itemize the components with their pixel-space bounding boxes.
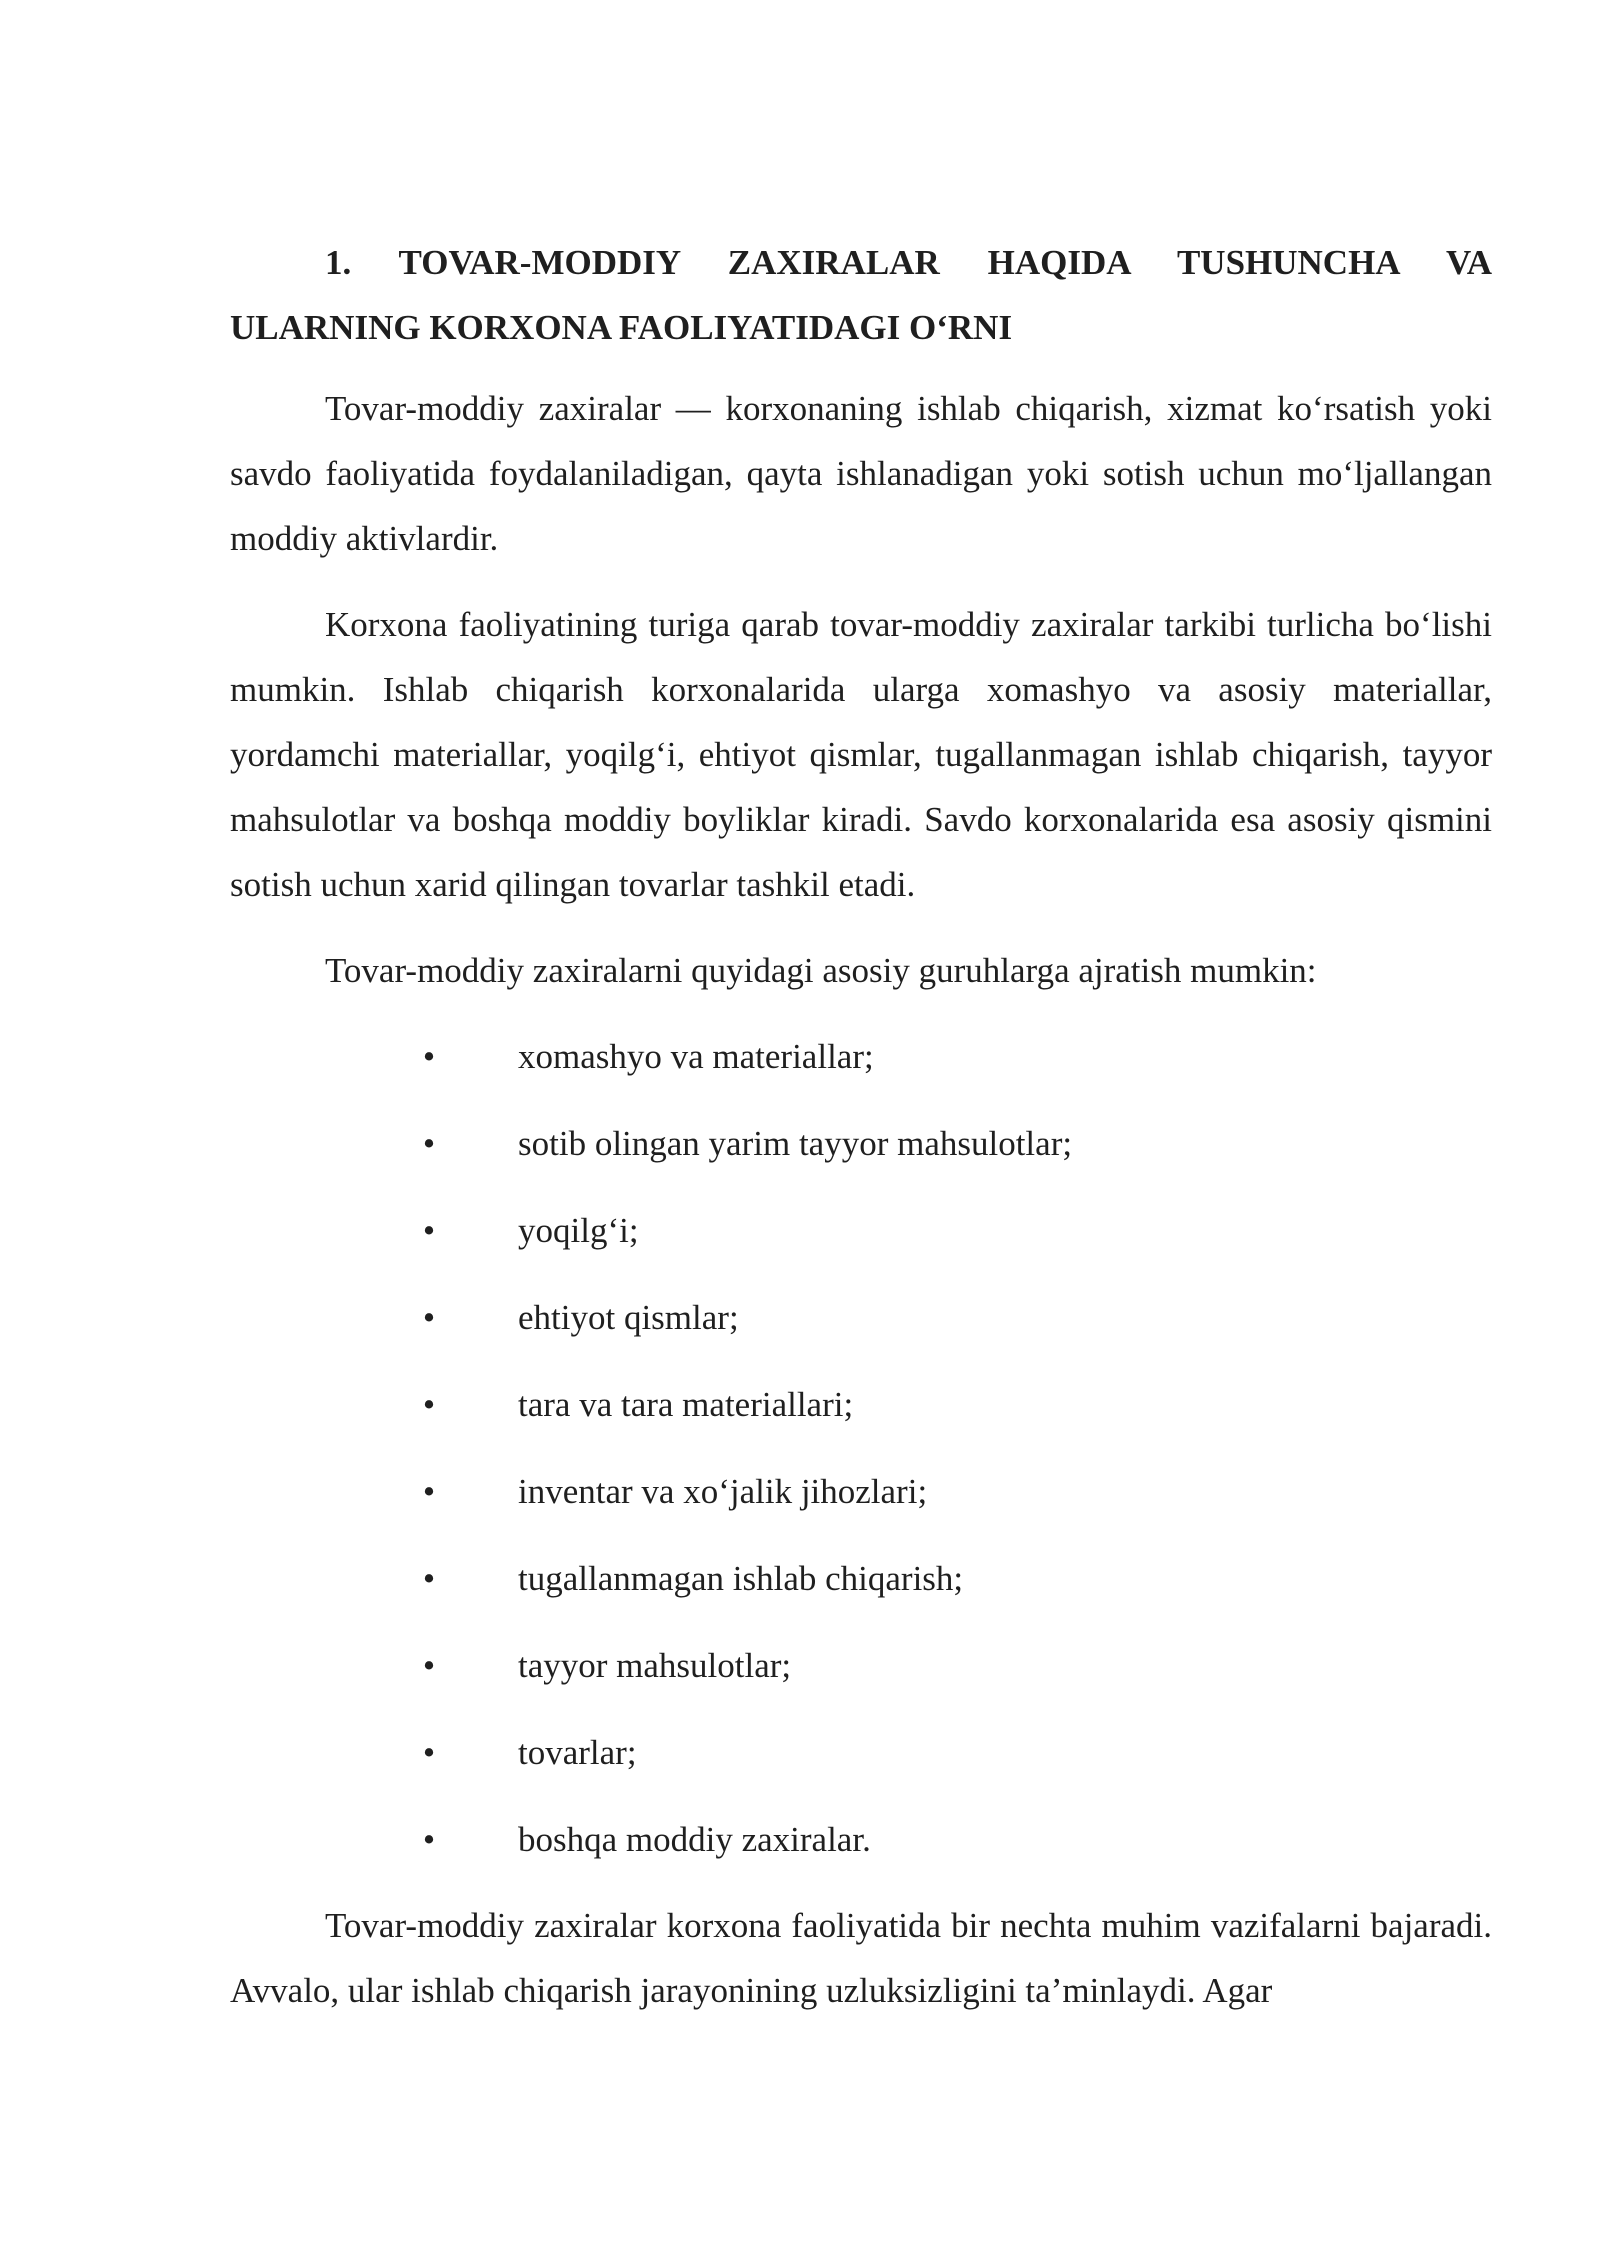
paragraph-list-intro: Tovar-moddiy zaxiralarni quyidagi asosiy guruhlarga ajratish mumkin: xyxy=(325,951,1317,990)
list-item-text: tara va tara materiallari; xyxy=(518,1385,854,1424)
list-item xyxy=(230,1546,1492,1611)
list-item xyxy=(230,1285,1492,1350)
bullet-icon: • xyxy=(422,1820,436,1859)
bullet-icon: • xyxy=(422,1298,436,1337)
paragraph-composition: Korxona faoliyatining turiga qarab tovar-moddiy zaxiralar tarkibi turlicha bo‘lishi mumkin. Ishlab chiqarish korxonalarida ularga xomashyo va asosiy materiallar, yordamchi materiallar, yoqilg‘i, ehtiyot qismlar, tugallanmagan ishlab chiqarish, tayyor mahsulotlar va boshqa moddiy boyliklar kiradi. Savdo korxonalarida esa asosiy qismini sotish uchun xarid qilingan tovarlar tashkil etadi. xyxy=(230,605,1492,904)
list-item xyxy=(230,1111,1492,1176)
paragraph-definition: Tovar-moddiy zaxiralar — korxonaning ishlab chiqarish, xizmat ko‘rsatish yoki savdo faoliyatida foydalaniladigan, qayta ishlanadigan yoki sotish uchun mo‘ljallangan moddiy aktivlardir. xyxy=(230,389,1492,558)
page-body xyxy=(230,230,1492,2044)
list-item-text: boshqa moddiy zaxiralar. xyxy=(518,1820,871,1859)
bullet-icon: • xyxy=(422,1559,436,1598)
list-item-text: sotib olingan yarim tayyor mahsulotlar; xyxy=(518,1124,1073,1163)
list-item xyxy=(230,1720,1492,1785)
bullet-icon: • xyxy=(422,1124,436,1163)
bullet-icon: • xyxy=(422,1646,436,1685)
list-item-text: inventar va xo‘jalik jihozlari; xyxy=(518,1472,928,1511)
bullet-icon: • xyxy=(422,1211,436,1250)
list-item xyxy=(230,1198,1492,1263)
bullet-icon: • xyxy=(422,1037,436,1076)
list-item xyxy=(230,1807,1492,1872)
list-item xyxy=(230,1633,1492,1698)
bullet-icon: • xyxy=(422,1385,436,1424)
list-item xyxy=(230,1459,1492,1524)
list-item-text: yoqilg‘i; xyxy=(518,1211,639,1250)
list-item-text: tugallanmagan ishlab chiqarish; xyxy=(518,1559,964,1598)
bullet-icon: • xyxy=(422,1733,436,1772)
list-item-text: xomashyo va materiallar; xyxy=(518,1037,874,1076)
list-item-text: ehtiyot qismlar; xyxy=(518,1298,739,1337)
inventory-groups-list xyxy=(230,1024,1492,1872)
list-item-text: tovarlar; xyxy=(518,1733,637,1772)
list-item-text: tayyor mahsulotlar; xyxy=(518,1646,792,1685)
list-item xyxy=(230,1372,1492,1437)
paragraph-functions: Tovar-moddiy zaxiralar korxona faoliyatida bir nechta muhim vazifalarni bajaradi. Avvalo, ular ishlab chiqarish jarayonining uzluksizligini ta’minlaydi. Agar xyxy=(230,1906,1492,2010)
list-item xyxy=(230,1024,1492,1089)
section-heading: 1. TOVAR-MODDIY ZAXIRALAR HAQIDA TUSHUNCHA VA ULARNING KORXONA FAOLIYATIDAGI O‘RNI xyxy=(230,243,1492,347)
bullet-icon: • xyxy=(422,1472,436,1511)
